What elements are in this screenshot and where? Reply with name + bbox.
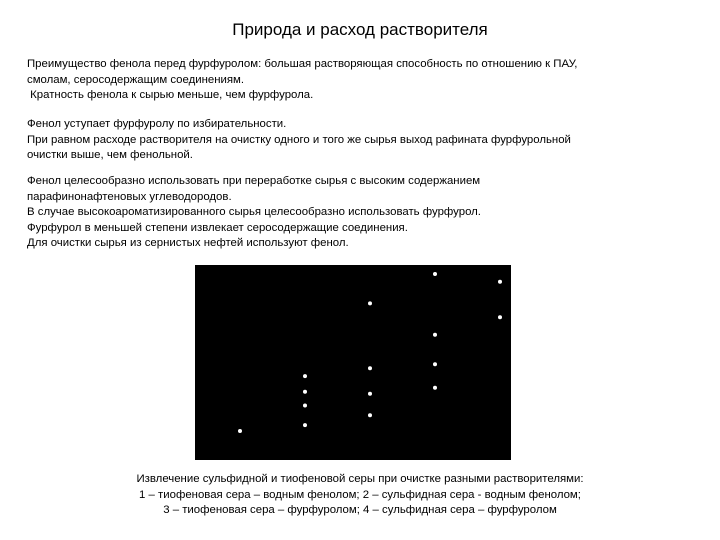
data-point [498, 315, 502, 319]
figure-caption [0, 472, 720, 519]
data-point [433, 272, 437, 276]
data-point [433, 362, 437, 366]
data-point [303, 374, 307, 378]
text-line: Кратность фенола к сырью меньше, чем фурфурола. [27, 89, 314, 101]
slide-title: Природа и расход растворителя [232, 20, 488, 39]
figure-canvas [195, 265, 511, 460]
data-point [303, 423, 307, 427]
data-point [303, 390, 307, 394]
data-point [433, 386, 437, 390]
caption-line: 1 – тиофеновая сера – водным фенолом; 2 – сульфидная сера - водным фенолом; [139, 488, 581, 501]
data-point [368, 392, 372, 396]
text-line: Преимущество фенола перед фурфуролом: большая растворяющая способность по отношению к ПАУ, [27, 58, 578, 70]
text-line: Фенол уступает фурфуролу по избирательности. [27, 118, 287, 130]
text-line: Фенол целесообразно использовать при переработке сырья с высоким содержанием [27, 175, 481, 187]
paragraph-usage-recommendations [27, 174, 697, 252]
data-point [368, 301, 372, 305]
data-point [368, 413, 372, 417]
text-line: При равном расходе растворителя на очистку одного и того же сырья выход рафината фурфурольной [27, 133, 571, 146]
data-point [303, 404, 307, 408]
data-point [238, 429, 242, 433]
data-point [433, 333, 437, 337]
paragraph-selectivity [27, 117, 697, 164]
data-point [498, 280, 502, 284]
text-line: Фурфурол в меньшей степени извлекает серосодержащие соединения. [27, 221, 408, 234]
caption-line: 3 – тиофеновая сера – фурфуролом; 4 – сульфидная сера – фурфуролом [163, 504, 557, 516]
paragraph-phenol-advantages [27, 57, 697, 104]
text-line: очистки выше, чем фенольной. [27, 149, 193, 161]
text-line: Для очистки сырья из сернистых нефтей используют фенол. [27, 237, 349, 249]
text-line: В случае высокоароматизированного сырья целесообразно использовать фурфурол. [27, 206, 481, 218]
caption-line: Извлечение сульфидной и тиофеновой серы при очистке разными растворителями: [136, 473, 584, 485]
text-line: смолам, серосодержащим соединениям. [27, 73, 245, 86]
data-point [368, 366, 372, 370]
sulfur-extraction-figure [195, 265, 511, 460]
text-line: парафинонафтеновых углеводородов. [27, 190, 232, 203]
